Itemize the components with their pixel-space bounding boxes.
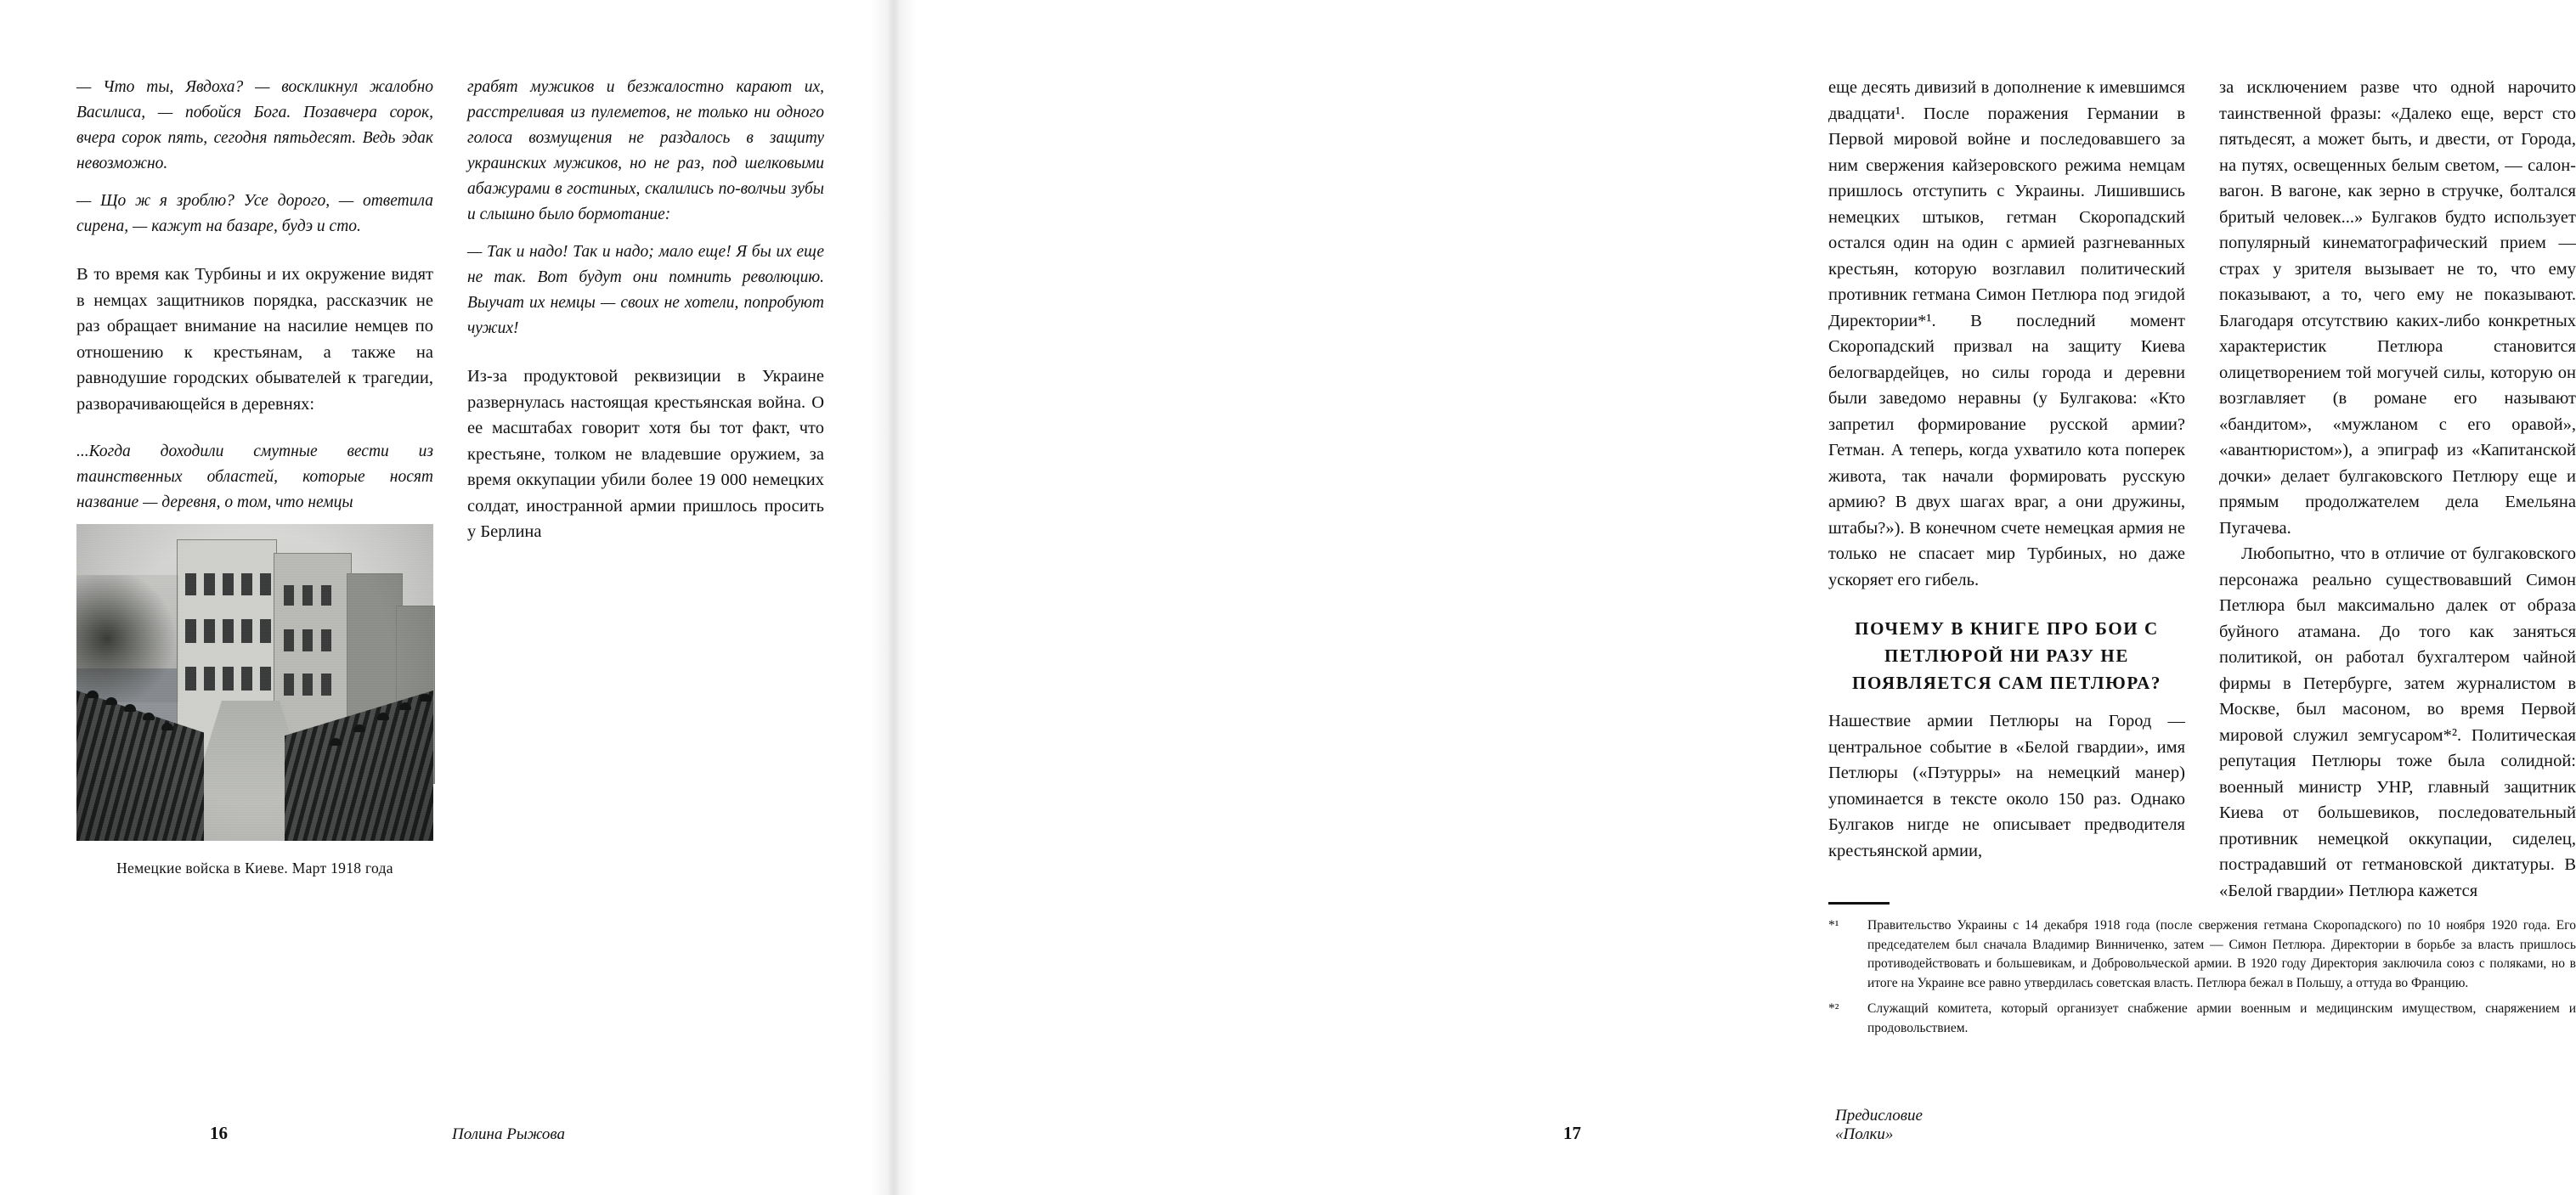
folio-left: 16 [210,1123,228,1143]
running-head-left: Полина Рыжова [452,1125,565,1143]
left-column-1 [76,75,433,878]
footnote-item [1828,916,2576,993]
dialog-line-2: — Що ж я зроблю? Усе дорого, — ответила сирена, — кажут на базаре, будэ и сто. [76,192,433,235]
body-paragraph-3: еще десять дивизий в дополнение к имевшимся двадцати¹. После поражения Германии в Первой мировой войне и последовавшего за ним свержения кайзеровского режима немцам пришлось отступить с Украины. Лишившись немецких штыков, гетман Скоропадский остался один на один с армией разгневанных крестьян, которую возглавил политический противник гетмана Симон Петлюра под эгидой Директории*¹. В последний момент Скоропадский призвал на защиту Киева белогвардейцев, но силы города и деревни были заведомо неравны (у Булгакова: «Кто запретил формирование русской армии? Гетман. А теперь, когда ухватило кота поперек живота, так начали формировать русскую армию? В двух шагах враг, а они дружины, штабы?»). В конечном счете немецкая армия не только не спасает мир Турбиных, но даже ускоряет его гибель. [1828,78,2185,589]
footnote-text: Правительство Украины с 14 декабря 1918 года (после свержения гетмана Скоропадского) по 10 ноября 1920 года. Его председателем был сначала Владимир Винниченко, затем — Симон Петлюра. Директории в борьбе за власть пришлось противодействовать и большевикам, и Добровольческой армии. В 1920 году Директория заключила союз с поляками, но в итоге на Украине все равно утвердилась советская власть. Петлюра бежал в Польшу, а оттуда во Францию. [1867,918,2576,990]
left-page-columns [76,75,824,878]
folio-right: 17 [1563,1123,1581,1143]
figure-caption: Немецкие войска в Киеве. Март 1918 года [116,860,393,877]
block-quote-1-continued: грабят мужиков и безжалостно карают их, расстреливая из пулеметов, не только ни одного голоса возмущения не раздалось в защиту украинских мужиков, но не раз, под шелковыми абажурами в гостиных, скалились по-волчьи зубы и слышно было бормотание: [467,78,824,223]
footnote-separator [1828,902,1890,905]
block-quote-1: ...Когда доходили смутные вести из таинственных областей, которые носят название — деревня, о том, что немцы [76,442,433,511]
page-left [0,0,894,1195]
footnote-text: Служащий комитета, который организует снабжение армии военным и медицинским имуществом, снаряжением и продовольствием. [1867,1001,2576,1035]
body-paragraph-5: за исключением разве что одной нарочито таинственной фразы: «Далеко еще, верст сто пятьдесят, а может быть, и двести, от Города, на путях, освещенных белым светом, — салон-вагон. В вагоне, как зерно в стручке, болтался бритый человек...» Булгаков будто использует популярный кинематографический прием — страх у зрителя вызывает не то, что ему показывают, а то, чего ему не показывают. Благодаря отсутствию каких-либо конкретных характеристик Петлюра становится олицетворением той могучей силы, которую он возглавляет (в романе его называют «бандитом», «мужланом с его оравой», «авантюристом»), а эпиграф из «Капитанской дочки» делает булгаковского Петлюру еще и прямым продолжателем дела Емельяна Пугачева. [2219,78,2576,538]
dialog-line-1: — Что ты, Явдоха? — воскликнул жалобно Василиса, — побойся Бога. Позавчера сорок, вчера сорок пять, сегодня пятьдесят. Ведь эдак невозможно. [76,78,433,172]
photo-grain [76,524,433,841]
right-column-1 [1828,75,2185,904]
footnote-marker: *² [1828,1001,1839,1016]
body-paragraph-6: Любопытно, что в отличие от булгаковского персонажа реально существовавший Симон Петлюра был максимально далек от образа буйного атамана. До того как заняться политикой, он работал бухгалтером чайной фирмы в Петербурге, затем журналистом в Москве, был масоном, во время Первой мировой служил земгусаром*². Политическая репутация Петлюры тоже была солидной: военный министр УНР, главный защитник Киева от большевиков, последовательный противник немецкой оккупации, сиделец, пострадавший от гетмановской диктатуры. В «Белой гвардии» Петлюра кажется [2219,544,2576,900]
body-paragraph-2: Из-за продуктовой реквизиции в Украине развернулась настоящая крестьянская война. О ее масштабах говорит хотя бы тот факт, что крестьяне, толком не владевшие оружием, за время оккупации убили более 19 000 немецких солдат, иностранной армии пришлось просить у Берлина [467,367,824,541]
section-heading: ПОЧЕМУ В КНИГЕ ПРО БОИ С ПЕТЛЮРОЙ НИ РАЗУ НЕ ПОЯВЛЯЕТСЯ САМ ПЕТЛЮРА? [1852,618,2161,693]
footnote-item [1828,1000,2576,1038]
photo-german-troops-kiev [76,524,433,841]
running-head-right: Предисловие «Полки» [1835,1107,1923,1143]
left-column-2 [467,75,824,878]
block-quote-2: — Так и надо! Так и надо; мало еще! Я бы их еще не так. Вот будут они помнить революцию. Выучат их немцы — своих не хотели, попробуют чужих! [467,243,824,337]
footnote-block [1828,902,2576,1045]
figure-german-troops [76,524,433,878]
right-page-columns [1828,75,2576,904]
page-right [894,0,2576,1195]
footnote-marker: *¹ [1828,918,1839,933]
body-paragraph-4: Нашествие армии Петлюры на Город — центральное событие в «Белой гвардии», имя Петлюры («Пэтурры» на немецкий манер) упоминается в тексте около 150 раз. Однако Булгаков нигде не описывает предводителя крестьянской армии, [1828,712,2185,860]
body-paragraph-1: В то время как Турбины и их окружение видят в немцах защитников порядка, рассказчик не раз обращает внимание на насилие немцев по отношению к крестьянам, а также на равнодушие городских обывателей к трагедии, разворачивающейся в деревнях: [76,265,433,414]
right-column-2 [2219,75,2576,904]
